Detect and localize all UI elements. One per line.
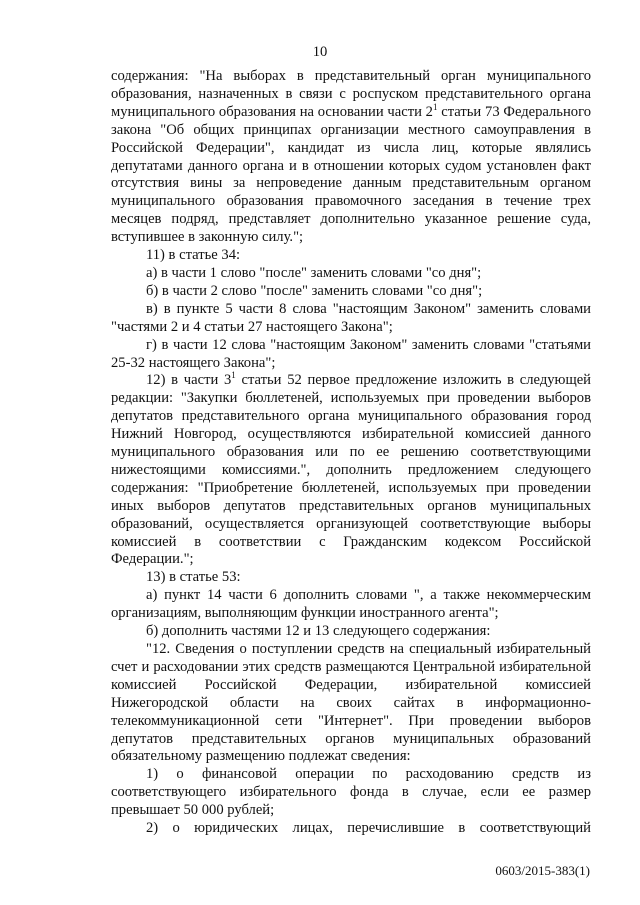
paragraph-part-12: "12. Сведения о поступлении средств на специальный избирательный счет и расходовании этих средств размещаются Центральной избирательной комиссией Российской Федерации, избирательной комиссией Нижегородской области на своих сайтах в информационно-телекоммуникационной сети "Интернет". При проведении выборов депутатов представительных органов муниципальных образований обязательному размещению подлежат сведения: — [111, 641, 591, 765]
paragraph-item-13a: а) пункт 14 части 6 дополнить словами ", а также некоммерческим организациям, выполняющим функции иностранного агента"; — [111, 587, 591, 622]
paragraph-item-13: 13) в статье 53: — [146, 569, 241, 586]
paragraph-item-11v: в) в пункте 5 части 8 слова "настоящим Законом" заменить словами "частями 2 и 4 статьи 27 настоящего Закона"; — [111, 300, 591, 335]
page-number: 10 — [312, 44, 328, 60]
paragraph-election-notice: содержания: "На выборах в представительный орган муниципального образования, назначенных в связи с роспуском представительного органа муниципального образования на основании части $2^1$ статьи 73 Федерального закона "Об общих принципах организации местного самоуправления в Российской Федерации", кандидат из числа лиц, которые являлись депутатами данного органа и в отношении которых судом установлен факт отсутствия вины за непроведение данным представительным органом муниципального образования правомочного заседания в течение трех месяцев подряд, представляет дополнительно указанное решение суда, вступившее в законную силу."; — [111, 68, 591, 246]
paragraph-item-11: 11) в статье 34: — [146, 247, 241, 264]
paragraph-item-13b: б) дополнить частями 12 и 13 следующего содержания: — [146, 623, 491, 640]
superscript: 1 — [432, 101, 438, 112]
superscript: 1 — [231, 370, 236, 381]
paragraph-item-12: 12) в части $3^1$ статьи 52 первое предложение изложить в следующей редакции: "Закупки бюллетеней, используемых при проведении выборов депутатов представительного органа муниципального образования город Нижний Новгород, осуществляются избирательной комиссией данного муниципального образования или по ее решению соответствующими нижестоящими комиссиями.", дополнить предложением следующего содержания: "Приобретение бюллетеней, используемых при проведении иных выборов депутатов представительных органов муниципальных образований, осуществляется организующей соответствующие выборы комиссией в соответствии с Гражданским кодексом Российской Федерации."; — [111, 370, 591, 568]
paragraph-item-11a: а) в части 1 слово "после" заменить словами "со дня"; — [146, 264, 482, 281]
document-body — [111, 68, 591, 838]
document-code: 0603/2015-383(1) — [495, 863, 590, 878]
paragraph-subitem-2: 2) о юридических лицах, перечислившие в соответствующий — [146, 820, 591, 837]
paragraph-item-11b: б) в части 2 слово "после" заменить словами "со дня"; — [146, 282, 483, 299]
paragraph-item-11g: г) в части 12 слова "настоящим Законом" заменить словами "статьями 25-32 настоящего Закона"; — [111, 336, 591, 371]
paragraph-subitem-1: 1) о финансовой операции по расходованию средств из соответствующего избирательного фонда в случае, если ее размер превышает 50 000 рублей; — [111, 766, 591, 819]
